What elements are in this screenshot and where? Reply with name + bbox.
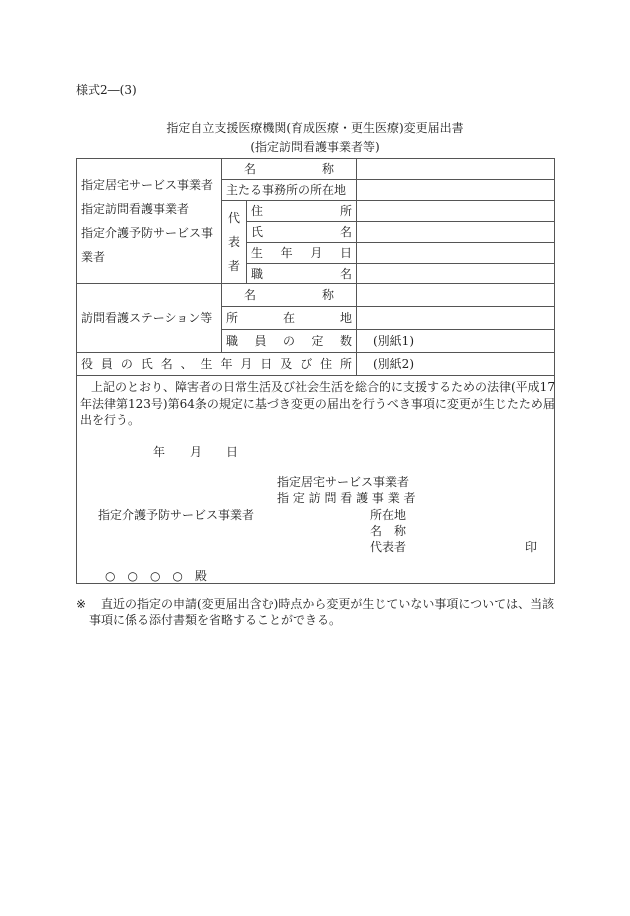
field-staff-count: (別紙1)	[357, 330, 555, 353]
field-rep-name[interactable]	[357, 222, 555, 243]
field-officers: (別紙2)	[357, 353, 555, 376]
signer-type-2: 指 定 訪 問 看 護 事 業 者	[277, 491, 416, 505]
station-label: 訪問看護ステーション等	[77, 284, 222, 353]
label-representative: 代 表 者	[222, 201, 247, 284]
label-main-office: 主たる事務所の所在地	[222, 180, 357, 201]
addressee: ○ ○ ○ ○ 殿	[105, 569, 207, 583]
form-number: 様式2―(3)	[76, 83, 137, 97]
field-main-office[interactable]	[357, 180, 555, 201]
label-fullname: 氏 名	[247, 222, 357, 243]
note-line-1: 直近の指定の申請(変更届出含む)時点から変更が生じていない事項については、当該	[101, 597, 555, 611]
operator-label: 指定介護予防サービス事	[81, 226, 214, 240]
field-rep-position[interactable]	[357, 264, 555, 284]
field-station-name[interactable]	[357, 284, 555, 307]
seal-mark: 印	[525, 540, 538, 554]
note-line-2: 事項に係る添付書類を省略することができる。	[89, 613, 342, 627]
signer-name-label: 名 称	[370, 524, 407, 538]
label-location: 所 在 地	[222, 307, 357, 330]
declaration-line-3: 出を行う。	[80, 413, 141, 427]
label-name: 名 称	[222, 159, 357, 180]
label-staff-count: 職 員 の 定 数	[222, 330, 357, 353]
signer-location-label: 所在地	[370, 508, 407, 522]
date-year[interactable]: 年	[153, 445, 166, 459]
signer-type-1: 指定居宅サービス事業者	[277, 475, 410, 489]
label-position: 職 名	[247, 264, 357, 284]
operator-type-cell	[77, 159, 222, 284]
operator-label: 業者	[81, 250, 106, 264]
label-officers: 役 員 の 氏 名 、 生 年 月 日 及 び 住 所	[77, 353, 357, 376]
operator-label: 指定居宅サービス事業者	[81, 178, 214, 192]
label-birthdate: 生 年 月 日	[247, 243, 357, 264]
declaration-line-1: 上記のとおり、障害者の日常生活及び社会生活を総合的に支援するための法律(平成17	[91, 380, 555, 394]
signer-type-3: 指定介護予防サービス事業者	[98, 508, 255, 522]
date-month[interactable]: 月	[190, 445, 203, 459]
signer-rep-label: 代表者	[370, 540, 407, 554]
operator-label: 指定訪問看護事業者	[81, 202, 190, 216]
label-address: 住 所	[247, 201, 357, 222]
field-rep-birthdate[interactable]	[357, 243, 555, 264]
declaration-line-2: 年法律第123号)第64条の規定に基づき変更の届出を行うべき事項に変更が生じたため届	[80, 397, 555, 411]
info-table	[76, 158, 555, 376]
form-title: 指定自立支援医療機関(育成医療・更生医療)変更届出書	[166, 121, 464, 135]
note-mark: ※	[76, 597, 87, 611]
date-day[interactable]: 日	[226, 445, 239, 459]
field-rep-address[interactable]	[357, 201, 555, 222]
field-name[interactable]	[357, 159, 555, 180]
field-station-location[interactable]	[357, 307, 555, 330]
label-station-name: 名 称	[222, 284, 357, 307]
form-subtitle: (指定訪問看護事業者等)	[250, 140, 380, 154]
